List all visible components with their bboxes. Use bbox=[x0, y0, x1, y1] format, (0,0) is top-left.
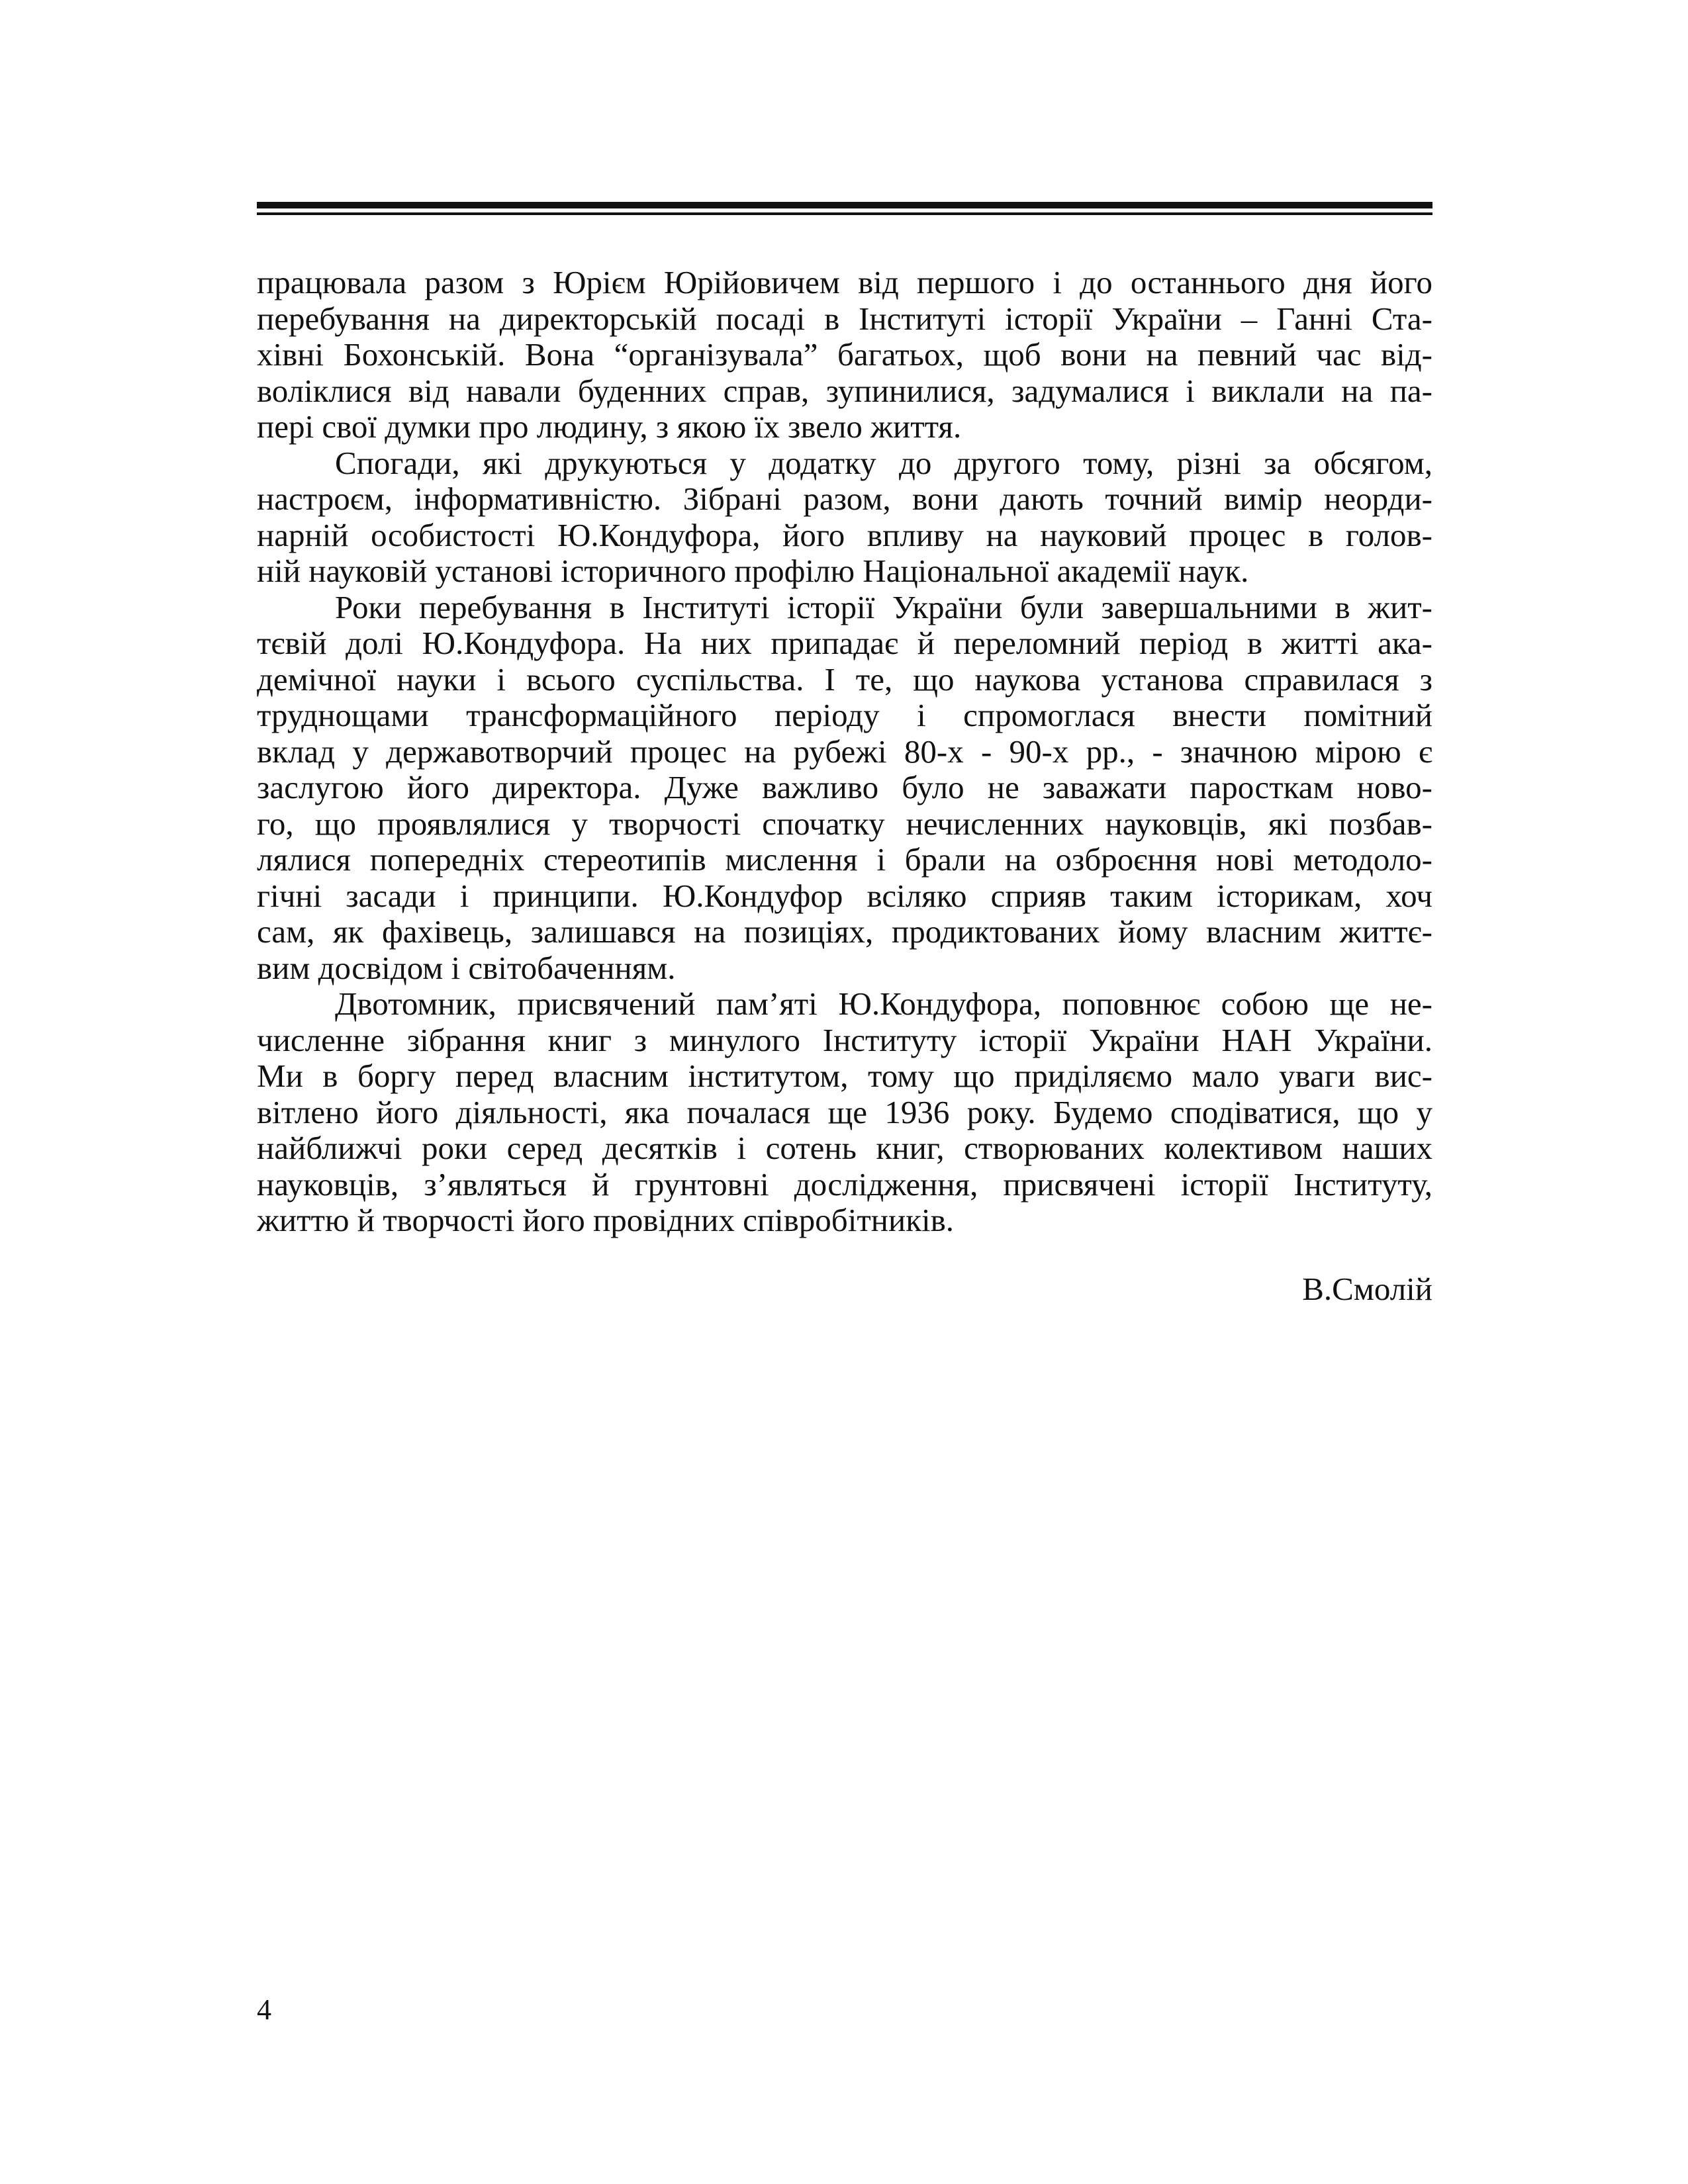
text-line: найближчі роки серед десятків і сотень книг, створюваних колективом наших bbox=[257, 1130, 1432, 1166]
text-line: заслугою його директора. Дуже важливо було не заважати паросткам ново- bbox=[257, 769, 1432, 805]
text-line: сам, як фахівець, залишався на позиціях, продиктованих йому власним життє- bbox=[257, 913, 1432, 950]
paragraph-4 bbox=[257, 986, 1432, 1239]
header-double-rule bbox=[257, 202, 1432, 216]
text-line: перебування на директорській посаді в Інституті історії України – Ганні Ста- bbox=[257, 300, 1432, 337]
header-rule-thin bbox=[257, 212, 1432, 215]
text-line: вітлено його діяльності, яка почалася ще 1936 року. Будемо сподіватися, що у bbox=[257, 1093, 1432, 1130]
text-line: Двотомник, присвячений пам’яті Ю.Кондуфора, поповнює собою ще не- bbox=[335, 985, 1432, 1022]
text-line: Спогади, які друкуються у додатку до другого тому, різні за обсягом, bbox=[335, 444, 1432, 481]
paragraph-3 bbox=[257, 590, 1432, 987]
text-line: ній науковій установі історичного профілю Національної академії наук. bbox=[257, 553, 1249, 589]
text-line: нарній особистості Ю.Кондуфора, його впливу на науковий процес в голов- bbox=[257, 516, 1432, 553]
text-line: демічної науки і всього суспільства. І те, що наукова установа справилася з bbox=[257, 660, 1432, 698]
text-line: труднощами трансформаційного періоду і спромоглася внести помітний bbox=[257, 697, 1432, 733]
text-line: Ми в боргу перед власним інститутом, тому що приділяємо мало уваги вис- bbox=[257, 1058, 1432, 1094]
text-line: лялися попередніх стереотипів мислення і брали на озброєння нові методоло- bbox=[257, 841, 1432, 878]
author-signature: В.Смолій bbox=[1302, 1271, 1432, 1307]
text-line: вклад у державотворчий процес на рубежі 80-х - 90-х рр., - значною мірою є bbox=[257, 733, 1432, 770]
text-line: тєвій долі Ю.Кондуфора. На них припадає й переломний період в житті ака- bbox=[257, 625, 1432, 661]
text-line: го, що проявлялися у творчості спочатку нечисленних науковців, які позбав- bbox=[257, 805, 1432, 842]
text-line: працювала разом з Юрієм Юрійовичем від першого і до останнього дня його bbox=[257, 264, 1432, 300]
text-line: життю й творчості його провідних співробітників. bbox=[257, 1202, 954, 1238]
page-number: 4 bbox=[257, 1993, 271, 2026]
paragraph-1 bbox=[257, 265, 1432, 445]
text-line: воліклися від навали буденних справ, зупинилися, задумалися і виклали на па- bbox=[257, 372, 1432, 409]
text-line: хівні Бохонській. Вона “організувала” багатьох, щоб вони на певний час від- bbox=[257, 336, 1432, 373]
text-line: Роки перебування в Інституті історії України були завершальними в жит- bbox=[335, 588, 1432, 625]
text-line: численне зібрання книг з минулого Інституту історії України НАН України. bbox=[257, 1021, 1432, 1058]
text-line: гічні засади і принципи. Ю.Кондуфор всіляко сприяв таким історикам, хоч bbox=[257, 877, 1432, 914]
paragraph-2 bbox=[257, 445, 1432, 590]
text-line: пері свої думки про людину, з якою їх звело життя. bbox=[257, 408, 962, 445]
body-text bbox=[257, 265, 1432, 1239]
header-rule-thick bbox=[257, 202, 1432, 208]
text-line: вим досвідом і світобаченням. bbox=[257, 949, 676, 986]
text-line: науковців, з’являться й грунтовні дослідження, присвячені історії Інституту, bbox=[257, 1165, 1432, 1203]
text-line: настроєм, інформативністю. Зібрані разом, вони дають точний вимір неорди- bbox=[257, 480, 1432, 517]
